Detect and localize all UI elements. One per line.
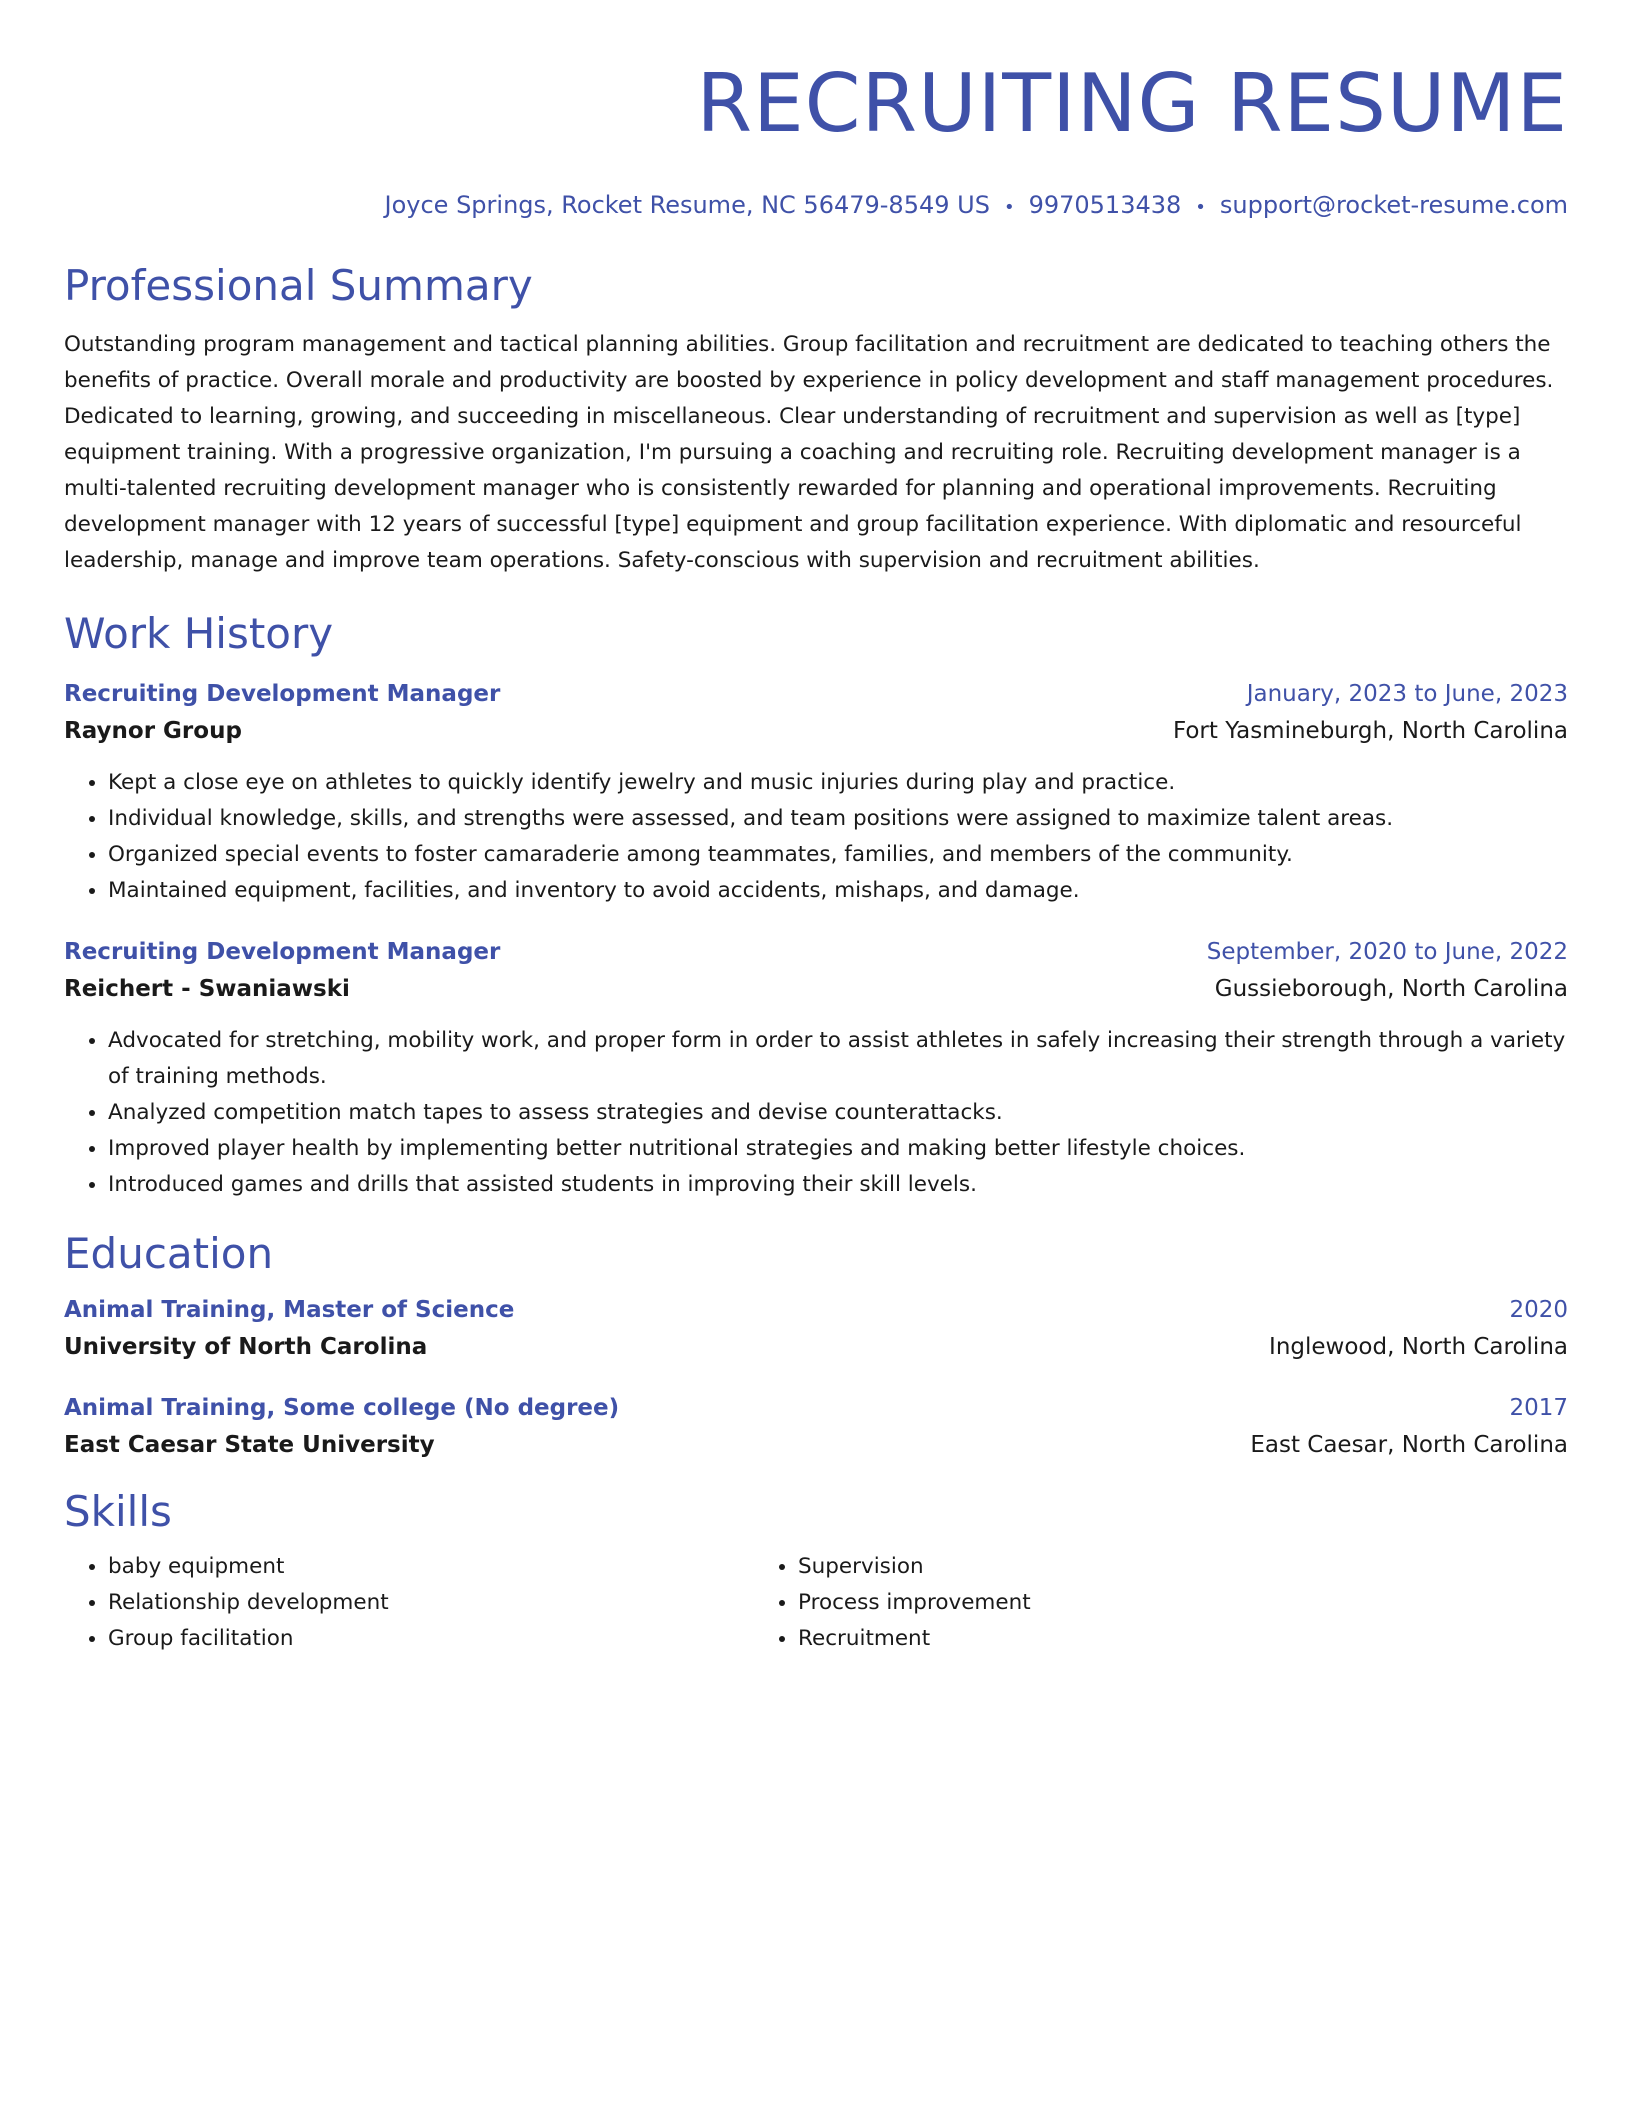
job-dates: September, 2020 to June, 2022 xyxy=(1206,939,1568,965)
education-year: 2020 xyxy=(1509,1297,1568,1323)
skill-item: • Supervision xyxy=(798,1549,1444,1585)
education-school: University of North Carolina xyxy=(64,1334,428,1360)
skills-column-right xyxy=(754,1549,1444,1657)
job-header-row xyxy=(64,677,1568,711)
job-company: Raynor Group xyxy=(64,718,242,744)
job-company-row xyxy=(64,711,1568,751)
work-history-heading: Work History xyxy=(64,609,334,658)
skill-item: • Process improvement xyxy=(798,1585,1444,1621)
skill-item: • baby equipment xyxy=(108,1549,754,1585)
job-entry xyxy=(64,935,1568,1203)
contact-address: Joyce Springs, Rocket Resume, NC 56479-8549 US xyxy=(384,191,990,219)
contact-line xyxy=(64,190,1568,223)
education-header-row xyxy=(64,1293,1568,1327)
job-bullet: • Improved player health by implementing better nutritional strategies and making better lifestyle choices. xyxy=(108,1131,1568,1167)
education-year: 2017 xyxy=(1509,1395,1568,1421)
job-company-row xyxy=(64,969,1568,1009)
summary-text: Outstanding program management and tactical planning abilities. Group facilitation and recruitment are dedicated to teaching others the benefits of practice. Overall morale and productivity are boosted by experience in policy development and staff management procedures. Dedicated to learning, growing, and succeeding in miscellaneous. Clear understanding of recruitment and supervision as well as [type] equipment training. With a progressive organization, I'm pursuing a coaching and recruiting role. Recruiting development manager is a multi-talented recruiting development manager who is consistently rewarded for planning and operational improvements. Recruiting development manager with 12 years of successful [type] equipment and group facilitation experience. With diplomatic and resourceful leadership, manage and improve team operations. Safety-conscious with supervision and recruitment abilities. xyxy=(64,332,1554,573)
education-degree: Animal Training, Some college (No degree) xyxy=(64,1395,620,1421)
education-school-row xyxy=(64,1425,1568,1465)
job-company: Reichert - Swaniawski xyxy=(64,976,350,1002)
job-bullet: • Organized special events to foster camaraderie among teammates, families, and members of the community. xyxy=(108,837,1568,873)
contact-email: support@rocket-resume.com xyxy=(1219,191,1568,219)
education-school-row xyxy=(64,1327,1568,1367)
education-entry xyxy=(64,1293,1568,1367)
skill-item: • Recruitment xyxy=(798,1621,1444,1657)
education-degree: Animal Training, Master of Science xyxy=(64,1297,515,1323)
education-header-row xyxy=(64,1391,1568,1425)
job-header-row xyxy=(64,935,1568,969)
job-bullet: • Individual knowledge, skills, and strengths were assessed, and team positions were assigned to maximize talent areas. xyxy=(108,801,1568,837)
resume-header xyxy=(64,56,1568,223)
job-bullet: • Maintained equipment, facilities, and inventory to avoid accidents, mishaps, and damage. xyxy=(108,873,1568,909)
summary-heading: Professional Summary xyxy=(64,261,533,310)
job-bullet: • Introduced games and drills that assisted students in improving their skill levels. xyxy=(108,1167,1568,1203)
job-location: Fort Yasmineburgh, North Carolina xyxy=(1172,718,1568,744)
education-heading: Education xyxy=(64,1229,274,1278)
job-entry xyxy=(64,677,1568,909)
resume-title: RECRUITING RESUME xyxy=(696,57,1568,150)
education-school: East Caesar State University xyxy=(64,1432,435,1458)
job-role: Recruiting Development Manager xyxy=(64,681,501,707)
job-bullets xyxy=(64,765,1568,909)
job-role: Recruiting Development Manager xyxy=(64,939,501,965)
job-bullet: • Advocated for stretching, mobility work, and proper form in order to assist athletes in safely increasing their strength through a variety of training methods. xyxy=(108,1023,1568,1095)
job-dates: January, 2023 to June, 2023 xyxy=(1246,681,1568,707)
skills-heading: Skills xyxy=(64,1487,172,1536)
contact-separator: • xyxy=(1003,197,1015,218)
education-location: East Caesar, North Carolina xyxy=(1250,1432,1568,1458)
education-entry xyxy=(64,1391,1568,1465)
contact-phone: 9970513438 xyxy=(1028,191,1182,219)
skill-item: • Group facilitation xyxy=(108,1621,754,1657)
job-location: Gussieborough, North Carolina xyxy=(1214,976,1568,1002)
education-location: Inglewood, North Carolina xyxy=(1269,1334,1568,1360)
skills-column-left xyxy=(64,1549,754,1657)
contact-separator: • xyxy=(1195,197,1206,218)
job-bullets xyxy=(64,1023,1568,1203)
job-bullet: • Kept a close eye on athletes to quickly identify jewelry and music injuries during play and practice. xyxy=(108,765,1568,801)
job-bullet: • Analyzed competition match tapes to assess strategies and devise counterattacks. xyxy=(108,1095,1568,1131)
skill-item: • Relationship development xyxy=(108,1585,754,1621)
skills-list xyxy=(64,1549,1568,1657)
